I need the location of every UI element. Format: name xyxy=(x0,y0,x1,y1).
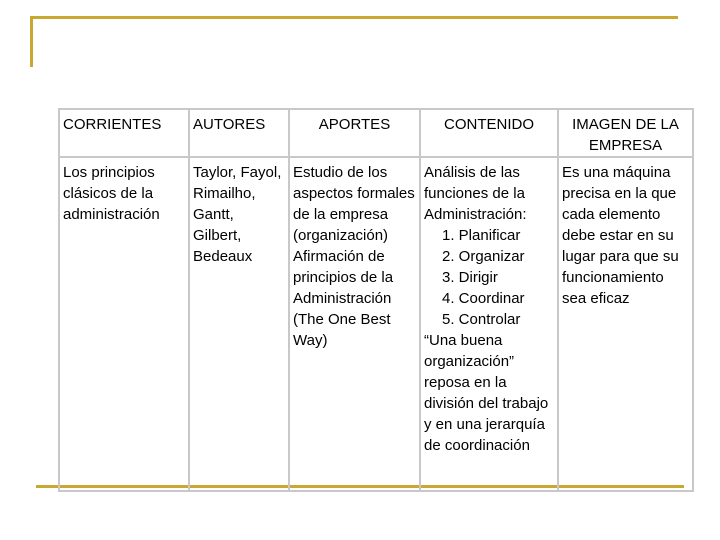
header-contenido: CONTENIDO xyxy=(420,109,558,157)
list-item: 3. Dirigir xyxy=(442,269,498,286)
table-row xyxy=(59,157,693,491)
cell-contenido xyxy=(420,157,558,491)
header-aportes: APORTES xyxy=(289,109,420,157)
list-item: 2. Organizar xyxy=(442,248,525,265)
header-corrientes: CORRIENTES xyxy=(59,109,189,157)
management-theories-table xyxy=(58,108,694,492)
contenido-intro: Análisis de las funciones de la Administración: xyxy=(424,164,527,223)
cell-aportes: Estudio de los aspectos formales de la empresa (organización) Afirmación de principios de la Administración (The One Best Way) xyxy=(289,157,420,491)
cell-imagen-empresa: Es una máquina precisa en la que cada elemento debe estar en su lugar para que su funcionamiento sea eficaz xyxy=(558,157,693,491)
decorative-left-line xyxy=(30,16,33,67)
list-item: 1. Planificar xyxy=(442,227,521,244)
table-header-row xyxy=(59,109,693,157)
cell-corrientes: Los principios clásicos de la administración xyxy=(59,157,189,491)
list-item: 4. Coordinar xyxy=(442,290,525,307)
cell-autores: Taylor, Fayol, Rimailho, Gantt, Gilbert, Bedeaux xyxy=(189,157,289,491)
header-autores: AUTORES xyxy=(189,109,289,157)
list-item: 5. Controlar xyxy=(442,311,521,328)
functions-list xyxy=(424,225,554,330)
decorative-top-line xyxy=(30,16,678,19)
contenido-quote: “Una buena organización” reposa en la división del trabajo y en una jerarquía de coordinación xyxy=(424,332,549,454)
header-imagen-empresa: IMAGEN DE LA EMPRESA xyxy=(558,109,693,157)
